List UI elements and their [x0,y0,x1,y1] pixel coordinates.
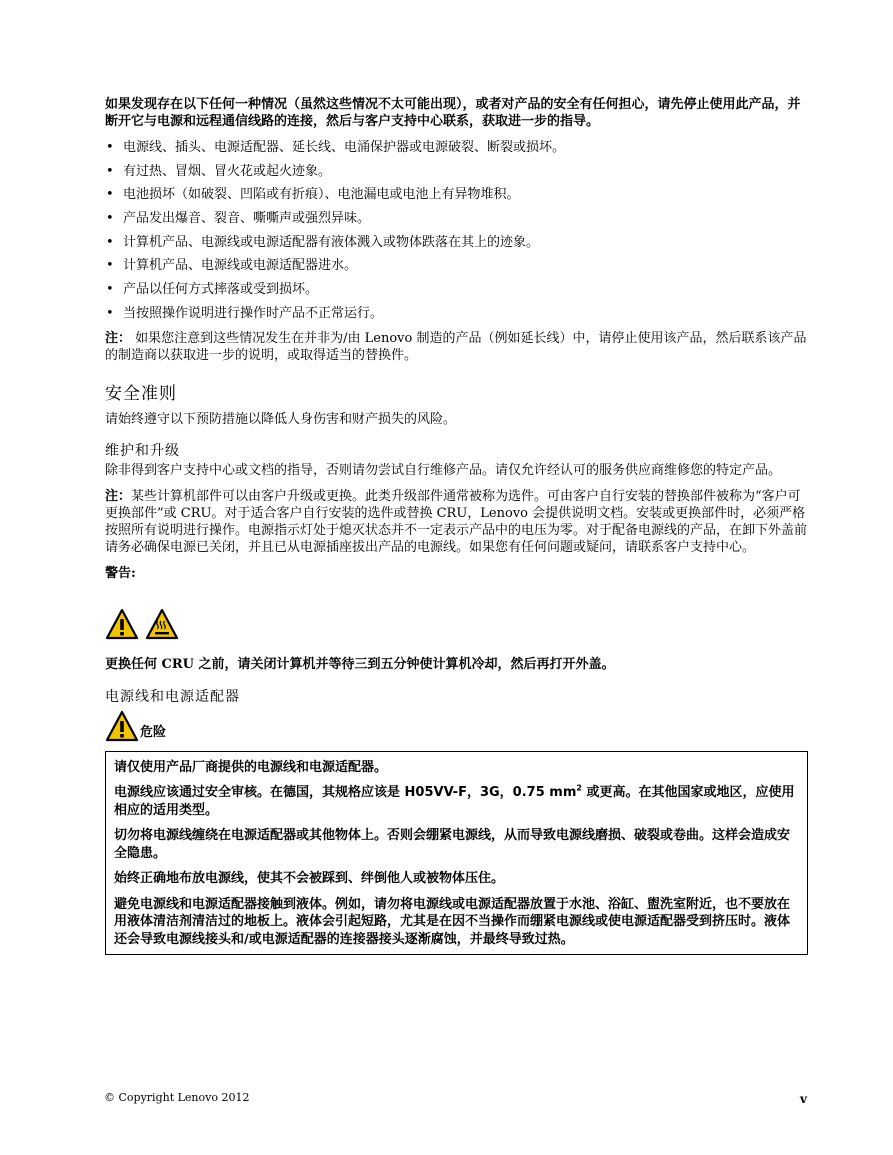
copyright: © Copyright Lenovo 2012 [104,1091,250,1104]
cord-spec: H05VV-F，3G，0.75 mm [404,785,577,801]
maintenance-text: 除非得到客户支持中心或文档的指导，否则请勿尝试自行维修产品。请仅允许经认可的服务供应商维修您的特定产品。 [105,462,782,478]
intro-paragraph: 如果发现存在以下任何一种情况（虽然这些情况不太可能出现），或者对产品的安全有任何担心，请先停止使用此产品，并断开它与电源和远程通信线路的连接，然后与客户支持中心联系，获取进一步的指导。 [105,97,801,129]
page-content [105,96,808,955]
safety-text: 请始终遵守以下预防措施以降低人身伤害和财产损失的风险。 [105,411,457,427]
note-text: 如果您注意到这些情况发生在并非为/由 Lenovo 制造的产品（例如延长线）中，请停止使用该产品，然后联系该产品的制造商以获取进一步的说明，或取得适当的替换件。 [105,330,807,363]
danger-label: 危险 [140,724,167,740]
page-number: v [800,1092,807,1106]
list-item: • 计算机产品、电源线或电源适配器有液体溅入或物体跌落在其上的迹象。 [106,234,540,250]
warning-icon [105,608,139,640]
note-label: 注： [105,330,132,346]
list-item: • 当按照操作说明进行操作时产品不正常运行。 [106,305,384,321]
cru-warning: 更换任何 CRU 之前，请关闭计算机并等待三到五分钟使计算机冷却，然后再打开外盖。 [105,656,615,672]
hot-surface-icon [145,608,179,640]
danger-paragraph: 避免电源线和电源适配器接触到液体。例如，请勿将电源线或电源适配器放置于水池、浴缸、盥洗室附近，也不要放在用液体清洁剂清洁过的地板上。液体会引起短路，尤其是在因不当操作而绷紧电源线或使电源适配器受到挤压时。液体还会导致电源线接头和/或电源适配器的连接器接头逐渐腐蚀，并最终导致过热。 [114,896,791,947]
hazard-list [105,140,808,322]
note-paragraph [105,330,808,364]
danger-paragraph: 电源线应该通过安全审核。在德国，其规格应该是 H05VV-F，3G，0.75 $mm^2$ 或更高。在其他国家或地区，应使用相应的适用类型。 [114,783,795,818]
list-item: • 产品发出爆音、裂音、嘶嘶声或强烈异味。 [106,211,371,227]
note-label: 注： [105,488,132,504]
list-item: • 有过热、冒烟、冒火花或起火迹象。 [106,163,332,179]
list-item: • 产品以任何方式摔落或受到损坏。 [106,282,319,298]
maintenance-note [105,488,808,556]
note-text: 某些计算机部件可以由客户升级或更换。此类升级部件通常被称为选件。可由客户自行安装的替换部件被称为“客户可更换部件”或 CRU。对于适合客户自行安装的选件或替换 CRU，Lenovo 会提供说明文档。安装或更换部件时，必须严格按照所有说明进行操作。电源指示灯处于熄灭状态并不一定表示产品中的电压为零。对于配备电源线的产品，在卸下外盖前请务必确保电源已关闭，并且已从电源插座拔出产品的电源线。如果您有任何问题或疑问，请联系客户支持中心。 [105,488,808,555]
list-item: • 电池损坏（如破裂、凹陷或有折痕）、电池漏电或电池上有异物堆积。 [106,187,520,203]
danger-paragraph: 请仅使用产品厂商提供的电源线和电源适配器。 [114,759,388,775]
section-title-safety: 安全准则 [105,383,177,404]
list-item: • 计算机产品、电源线或电源适配器进水。 [106,258,358,274]
danger-icon [105,710,139,742]
section-title-maintenance: 维护和升级 [105,442,180,459]
warning-label: 警告: [105,565,136,581]
danger-notice [105,710,808,742]
danger-box [105,751,808,956]
section-title-power: 电源线和电源适配器 [105,688,240,705]
danger-paragraph: 切勿将电源线缠绕在电源适配器或其他物体上。否则会绷紧电源线，从而导致电源线磨损、破裂或卷曲。这样会造成安全隐患。 [114,828,791,861]
warning-icons [105,608,808,644]
danger-paragraph: 始终正确地布放电源线，使其不会被踩到、绊倒他人或被物体压住。 [114,871,505,887]
list-item: • 电源线、插头、电源适配器、延长线、电涌保护器或电源破裂、断裂或损坏。 [106,140,566,155]
